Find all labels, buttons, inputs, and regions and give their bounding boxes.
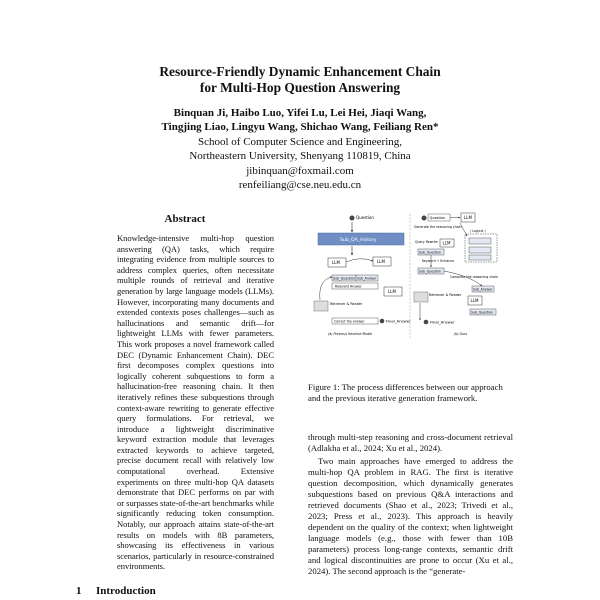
right-sub-question-3: Sub_Question bbox=[471, 310, 493, 315]
right-query-rewrite: Query Rewrite bbox=[415, 240, 438, 244]
left-final: Final_Answer bbox=[386, 318, 411, 324]
email-2: renfeiliang@cse.neu.edu.cn bbox=[238, 178, 362, 191]
right-question: Question bbox=[429, 216, 446, 220]
left-llm-3: LLM bbox=[388, 289, 396, 294]
body-paragraph-1: through multi-step reasoning and cross-document retrieval (Adlakha et al., 2024; Xu et al., 2024). bbox=[308, 432, 513, 453]
authors-line-1: Binquan Ji, Haibo Luo, Yifei Lu, Lei Hei, Jiaqi Wang, bbox=[173, 107, 427, 119]
title-line-1: Resource-Friendly Dynamic Enhancement Chain bbox=[159, 64, 441, 79]
right-llm-1: LLM bbox=[464, 215, 472, 220]
section-number: 1 bbox=[76, 585, 82, 597]
authors bbox=[0, 106, 600, 134]
right-final: Final_Answer bbox=[430, 319, 455, 325]
left-caption: (a) Previous Iterative Model bbox=[328, 332, 373, 336]
affiliation-line-1: School of Computer Science and Engineering, bbox=[197, 136, 403, 148]
abstract-text: Knowledge-intensive multi-hop question answering (QA) tasks, which require integrating evidence from multiple sources to address complex queries, often necessitate multiple rounds of retrieval and iterative generation by large language models (LLMs). However, incorporating many documents and extended contexts poses challenges—such as hallucinations and semantic drift—for lightweight LLMs with fewer parameters. This work proposes a novel framework called DEC (Dynamic Enhancement Chain). DEC first decomposes complex questions into logically coherent subquestions to form a hallucination-free reasoning chain. It then iteratively refines these subquestions through context-aware rewriting to generate effective query formulations. For retrieval, we introduce a lightweight discriminative keyword extraction module that leverages extracted keywords to achieve targeted, precise document recall with relatively low computational overhead. Extensive experiments on three multi-hop QA datasets demonstrate that DEC performs on par with or surpasses state-of-the-art benchmarks while significantly reducing token consumption. Notably, our approach attains state-of-the-art results on models with 8B parameters, showcasing its effectiveness in various scenarios, particularly in resource-constrained environments. bbox=[117, 233, 274, 572]
right-llm-3: LLM bbox=[470, 298, 479, 303]
email-1: jibinquan@foxmail.com bbox=[246, 164, 354, 177]
database-icon bbox=[314, 301, 328, 311]
left-sub-question: Sub_Question bbox=[333, 276, 355, 281]
right-sub-question: Sub_Question bbox=[419, 250, 441, 255]
figure-caption: Figure 1: The process differences between our approach and the previous iterative generation framework. bbox=[308, 382, 503, 403]
left-panel bbox=[314, 215, 411, 336]
left-relevant: Relevant Answer bbox=[335, 284, 362, 289]
right-llm-2: LLM bbox=[442, 240, 451, 246]
right-keyword: Keyword + Enhance bbox=[422, 259, 455, 263]
left-correct: Correct the answer bbox=[334, 319, 365, 324]
left-sub-answer: Sub_Answer bbox=[357, 276, 377, 281]
user-icon bbox=[350, 216, 355, 221]
authors-line-2: Tingjing Liao, Lingyu Wang, Shichao Wang, Feiliang Ren* bbox=[161, 121, 439, 133]
body-right-column bbox=[308, 432, 513, 577]
left-question: Question bbox=[356, 215, 374, 220]
right-caption: (b) Ours bbox=[454, 332, 468, 336]
section-heading bbox=[76, 585, 156, 597]
right-sub-answer: Sub_Answer bbox=[473, 287, 493, 292]
left-retriever: Retriever & Reader bbox=[330, 302, 363, 306]
left-llm-2: LLM bbox=[377, 259, 385, 264]
right-complete: Complete the reasoning chain bbox=[450, 275, 498, 279]
body-paragraph-2: Two main approaches have emerged to address the multi-hop QA problem in RAG. The first is iterative question decomposition, which dynamically generates subquestions based on previous Q&A interactions and retrieved documents (Shao et al., 2023; Trivedi et al., 2023; Press et al., 2023). This approach is heavily dependent on the quality of the context; when lightweight language models (e.g., those with fewer than 10B parameters) process long-range contexts, semantic drift and logical discontinuities are prone to occur (Xu et al., 2024). The second approach is the “generate- bbox=[308, 456, 513, 576]
left-llm: LLM bbox=[332, 260, 340, 265]
paper-title bbox=[0, 64, 600, 96]
right-panel bbox=[414, 213, 498, 336]
right-logical: ( Logical ) bbox=[470, 229, 486, 233]
figure-1 bbox=[310, 210, 510, 372]
right-sub-question-2: Sub_Question bbox=[419, 269, 441, 274]
title-line-2: for Multi-Hop Question Answering bbox=[199, 80, 401, 95]
abstract-heading: Abstract bbox=[164, 213, 206, 225]
affiliation-line-2: Northeastern University, Shenyang 110819, China bbox=[189, 150, 411, 163]
abstract-body bbox=[117, 233, 274, 572]
left-history: Sub_QA_History bbox=[340, 238, 377, 243]
right-retriever: Retriever & Reader bbox=[429, 293, 462, 297]
section-title: Introduction bbox=[96, 585, 156, 597]
right-generate: Generate the reasoning chain bbox=[414, 225, 462, 229]
affiliation bbox=[0, 135, 600, 192]
